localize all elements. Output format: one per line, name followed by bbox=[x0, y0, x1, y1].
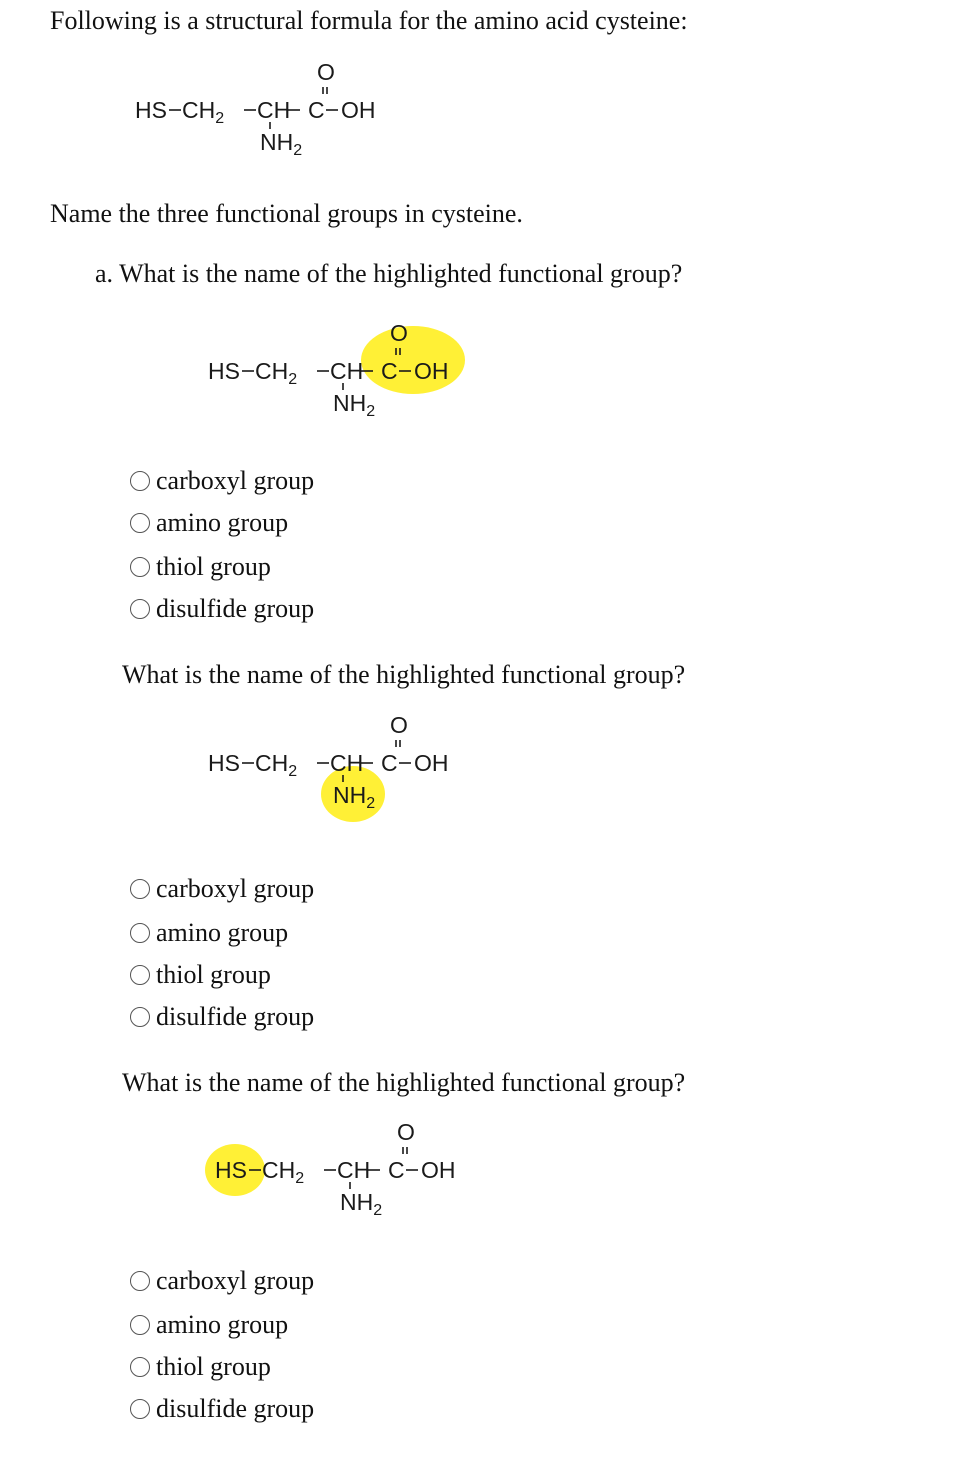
formula-q3 bbox=[215, 1107, 515, 1232]
formula-q2 bbox=[208, 700, 508, 825]
cysteine-structure bbox=[135, 47, 435, 167]
formula-o: O bbox=[390, 712, 408, 738]
formula-nh2: NH bbox=[333, 782, 367, 808]
formula-ch2: CH bbox=[255, 750, 289, 776]
svg-text:CH2: $CH_2$ bbox=[255, 358, 298, 388]
radio-button-icon[interactable] bbox=[130, 471, 150, 491]
svg-text:CH2: $CH_2$ bbox=[255, 750, 298, 780]
radio-button-icon[interactable] bbox=[130, 879, 150, 899]
q2-option-amino[interactable]: amino group bbox=[130, 918, 288, 948]
radio-button-icon[interactable] bbox=[130, 923, 150, 943]
formula-ch: CH bbox=[257, 97, 291, 123]
formula-nh2: NH bbox=[260, 129, 294, 155]
highlight-carboxyl bbox=[361, 326, 465, 394]
formula-c: C bbox=[381, 750, 398, 776]
cysteine-structure bbox=[215, 1107, 515, 1227]
formula-o: O bbox=[397, 1119, 415, 1145]
formula-c: C bbox=[388, 1157, 405, 1183]
svg-text:CH2: $CH_2$ bbox=[262, 1157, 305, 1187]
formula-nh2: NH bbox=[340, 1189, 374, 1215]
q1-option-thiol[interactable]: thiol group bbox=[130, 552, 271, 582]
formula-o: O bbox=[390, 320, 408, 346]
q1-option-carboxyl[interactable]: carboxyl group bbox=[130, 466, 314, 496]
svg-text:NH2: $NH_2$ bbox=[333, 782, 376, 812]
svg-text:CH2: $CH_2$ bbox=[182, 97, 225, 127]
radio-button-icon[interactable] bbox=[130, 1399, 150, 1419]
radio-button-icon[interactable] bbox=[130, 599, 150, 619]
formula-oh: OH bbox=[414, 750, 449, 776]
prompt-text: Name the three functional groups in cysteine. bbox=[50, 199, 523, 228]
formula-oh: OH bbox=[421, 1157, 456, 1183]
svg-text:NH2: $NH_2$ bbox=[260, 129, 303, 159]
q2-option-disulfide[interactable]: disulfide group bbox=[130, 1002, 314, 1032]
question-3-text: What is the name of the highlighted functional group? bbox=[122, 1068, 686, 1097]
formula-q1 bbox=[208, 308, 508, 433]
cysteine-structure bbox=[208, 700, 508, 820]
formula-hs: HS bbox=[208, 358, 240, 384]
formula-hs: HS bbox=[135, 97, 167, 123]
q1-option-amino[interactable]: amino group bbox=[130, 508, 288, 538]
formula-c: C bbox=[308, 97, 325, 123]
q3-option-carboxyl[interactable]: carboxyl group bbox=[130, 1266, 314, 1296]
q3-option-amino[interactable]: amino group bbox=[130, 1310, 288, 1340]
formula-hs: HS bbox=[215, 1157, 247, 1183]
radio-button-icon[interactable] bbox=[130, 1271, 150, 1291]
formula-oh: OH bbox=[341, 97, 376, 123]
svg-text:NH2: $NH_2$ bbox=[340, 1189, 383, 1219]
radio-button-icon[interactable] bbox=[130, 557, 150, 577]
cysteine-structure bbox=[208, 308, 508, 428]
formula-ch2: CH bbox=[262, 1157, 296, 1183]
q1-option-disulfide[interactable]: disulfide group bbox=[130, 594, 314, 624]
formula-oh: OH bbox=[414, 358, 449, 384]
q2-option-carboxyl[interactable]: carboxyl group bbox=[130, 874, 314, 904]
radio-button-icon[interactable] bbox=[130, 1315, 150, 1335]
question-2-text: What is the name of the highlighted functional group? bbox=[122, 660, 686, 689]
q2-option-thiol[interactable]: thiol group bbox=[130, 960, 271, 990]
svg-text:NH2: $NH_2$ bbox=[333, 390, 376, 420]
formula-ch: CH bbox=[330, 358, 364, 384]
formula-ch2: CH bbox=[255, 358, 289, 384]
formula-c: C bbox=[381, 358, 398, 384]
radio-button-icon[interactable] bbox=[130, 1357, 150, 1377]
formula-o: O bbox=[317, 59, 335, 85]
radio-button-icon[interactable] bbox=[130, 965, 150, 985]
formula-ch: CH bbox=[330, 750, 364, 776]
formula-ch: CH bbox=[337, 1157, 371, 1183]
intro-text: Following is a structural formula for the amino acid cysteine: bbox=[50, 6, 688, 35]
q3-option-disulfide[interactable]: disulfide group bbox=[130, 1394, 314, 1424]
formula-main bbox=[135, 47, 435, 172]
formula-hs: HS bbox=[208, 750, 240, 776]
q3-option-thiol[interactable]: thiol group bbox=[130, 1352, 271, 1382]
radio-button-icon[interactable] bbox=[130, 513, 150, 533]
question-1-text: a. What is the name of the highlighted functional group? bbox=[95, 259, 683, 288]
formula-ch2: CH bbox=[182, 97, 216, 123]
radio-button-icon[interactable] bbox=[130, 1007, 150, 1027]
formula-nh2: NH bbox=[333, 390, 367, 416]
